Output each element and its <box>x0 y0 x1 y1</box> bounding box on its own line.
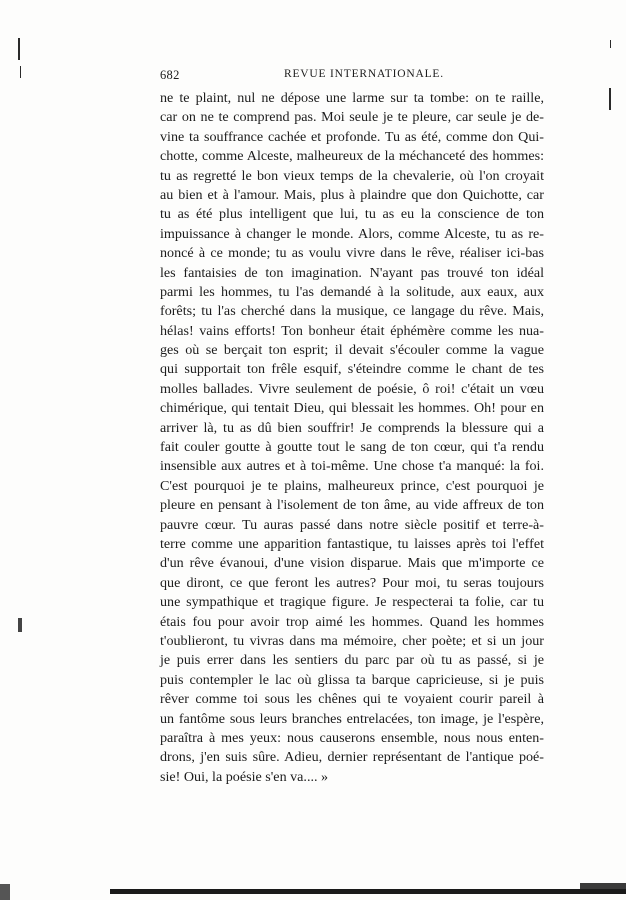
text-line: vine ta souffrance cachée et profonde. Tu as été, comme don Qui- <box>160 128 544 145</box>
text-line: chotte, comme Alceste, malheureux de la méchanceté des hommes: <box>160 148 544 165</box>
text-line: ne te plaint, nul ne dépose une larme sur ta tombe: on te raille, <box>160 90 544 106</box>
text-line: C'est pourquoi je te plains, malheureux prince, c'est pourquoi je <box>160 477 544 494</box>
text-line: sie! Oui, la poésie s'en va.... » <box>160 768 329 785</box>
text-line: pleure en pensant à l'isolement de ton âme, au vide affreux de ton <box>160 497 544 514</box>
scan-margin-mark <box>610 40 611 48</box>
text-line: parmi les hommes, tu l'as demandé à la solitude, aux eaux, aux <box>160 283 544 300</box>
text-line: une sympathique et tragique figure. Je respecterai ta folie, car tu <box>160 594 544 611</box>
text-line: les fantaisies de ton imagination. N'ayant pas trouvé ton idéal <box>160 264 544 281</box>
scan-margin-mark <box>18 618 22 632</box>
text-line: un fantôme sous leurs branches entrelacées, ton image, je l'espère, <box>160 710 544 727</box>
text-line: drons, j'en suis sûre. Adieu, dernier représentant de l'antique poé- <box>160 749 544 766</box>
text-line: ges où se berçait ton esprit; il devait s'écouler comme la vague <box>160 342 544 359</box>
text-line: au bien et à l'amour. Mais, plus à plaindre que don Quichotte, car <box>160 186 544 203</box>
text-line: puis contempler le lac où glissa ta barque capricieuse, si je puis <box>160 671 544 688</box>
text-line: noncé à ce monde; tu as voulu vivre dans le rêve, réaliser ici-bas <box>160 245 544 262</box>
text-line: d'un rêve évanoui, d'une vision disparue. Mais que m'importe ce <box>160 555 544 572</box>
scan-margin-mark <box>609 88 611 110</box>
body-text <box>160 89 544 787</box>
text-line: car on ne te comprend pas. Moi seule je te pleure, car seule je de- <box>160 109 544 126</box>
text-line: tu as été plus intelligent que lui, tu as eu la conscience de ton <box>160 206 544 223</box>
text-line: étais fou pour avoir trop aimé les hommes. Quand les hommes <box>160 613 544 630</box>
text-line: insensible aux autres et à toi-même. Une chose t'a manqué: la foi. <box>160 458 544 475</box>
scan-edge-shadow <box>0 884 10 900</box>
text-line: terre comme une apparition fantastique, tu laisses après toi l'effet <box>160 535 544 552</box>
text-line: fait couler goutte à goutte tout le sang de ton cœur, qui t'a rendu <box>160 439 544 456</box>
text-line: que diront, ce que feront les autres? Pour moi, tu seras toujours <box>160 574 544 591</box>
page-header <box>160 68 544 84</box>
scan-margin-mark <box>20 66 21 78</box>
text-line: impuissance à changer le monde. Alors, comme Alceste, tu as re- <box>160 225 544 242</box>
text-line: chimérique, qui tentait Dieu, qui blessait les hommes. Oh! pour en <box>160 400 544 417</box>
text-line: je puis errer dans les sentiers du parc par où tu as passé, si je <box>160 652 544 669</box>
text-line: t'oublieront, tu vivras dans ma mémoire, cher poète; et si un jour <box>160 632 544 649</box>
scan-margin-mark <box>18 38 20 60</box>
text-line: tu as regretté le bon vieux temps de la chevalerie, où l'on croyait <box>160 167 544 184</box>
text-line: qui supportait ton frêle esquif, s'éteindre comme le chant de tes <box>160 361 544 378</box>
text-line: molles ballades. Vivre seulement de poésie, ô roi! c'était un vœu <box>160 380 544 397</box>
text-line: forêts; tu l'as cherché dans la musique, ce langage du rêve. Mais, <box>160 303 544 320</box>
scan-edge-shadow <box>110 889 626 894</box>
text-line: paraîtra à mes yeux: nous causerons ensemble, nous nous enten- <box>160 729 544 746</box>
text-line: rêver comme toi sous les chênes qui te voyaient courir pareil à <box>160 691 544 708</box>
page-number: 682 <box>160 68 180 82</box>
running-title: REVUE INTERNATIONALE. <box>284 68 444 80</box>
text-line: pauvre cœur. Tu auras passé dans notre siècle positif et terre-à- <box>160 516 544 533</box>
text-line: arriver là, tu as dû bien souffrir! Je comprends la blessure qui a <box>160 419 544 436</box>
text-line: hélas! vains efforts! Ton bonheur était éphémère comme les nua- <box>160 322 544 339</box>
